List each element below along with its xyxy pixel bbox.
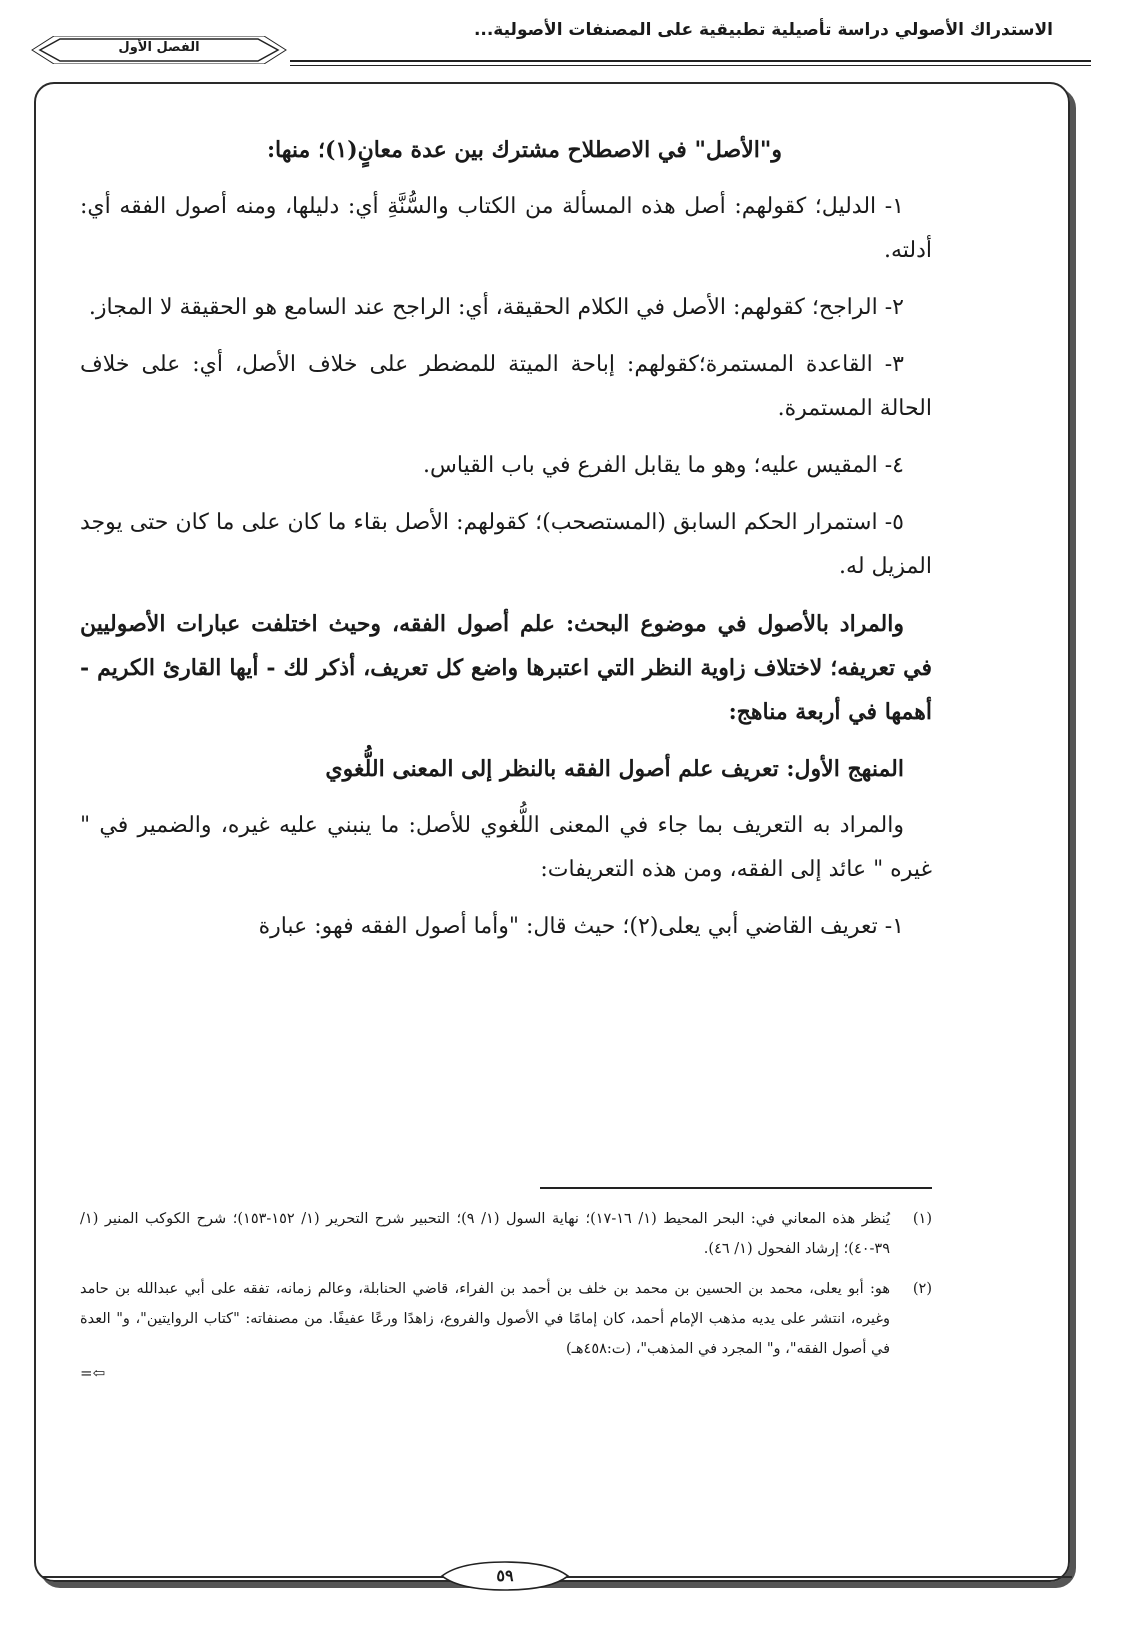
footnote-2 <box>80 1274 932 1382</box>
chapter-tab <box>30 36 288 64</box>
method-paragraph: والمراد به التعريف بما جاء في المعنى اللُّغوي للأصل: ما ينبني عليه غيره، والضمير في " غيره " عائد إلى الفقه، ومن هذه التعريفات: <box>80 813 932 882</box>
intro-paragraph: و"الأصل" في الاصطلاح مشترك بين عدة معانٍ(١)؛ منها: <box>266 137 782 163</box>
page-number: ٥٩ <box>496 1566 514 1585</box>
running-header-title: الاستدراك الأصولي دراسة تأصيلية تطبيقية على المصنفات الأصولية... <box>473 20 1053 40</box>
definition-item-4: ٤- المقيس عليه؛ وهو ما يقابل الفرع في باب القياس. <box>423 453 904 478</box>
page-number-badge <box>440 1561 570 1591</box>
definition-abu-yala: ١- تعريف القاضي أبي يعلى(٢)؛ حيث قال: "وأما أصول الفقه فهو: عبارة <box>258 914 904 939</box>
header-rule <box>290 60 1091 62</box>
footnote-number: (١) <box>912 1211 932 1227</box>
footnote-text: يُنظر هذه المعاني في: البحر المحيط (١/ ١٦-١٧)؛ نهاية السول (١/ ٩)؛ التحبير شرح التحرير (١/ ١٥٢-١٥٣)؛ شرح الكوكب المنير (١/ ٣٩-٤٠)؛ إرشاد الفحول (١/ ٤٦). <box>80 1211 891 1257</box>
footnotes <box>80 1204 932 1392</box>
purpose-paragraph: والمراد بالأصول في موضوع البحث: علم أصول الفقه، وحيث اختلفت عبارات الأصوليين في تعريفه؛ لاختلاف زاوية النظر التي اعتبرها واضع كل تعريف، أذكر لك - أيها القارئ الكريم - أهمها في أربعة مناهج: <box>80 611 932 725</box>
definition-item-2: ٢- الراجح؛ كقولهم: الأصل في الكلام الحقيقة، أي: الراجح عند السامع هو الحقيقة لا المجاز. <box>88 295 904 320</box>
definition-item-5: ٥- استمرار الحكم السابق (المستصحب)؛ كقولهم: الأصل بقاء ما كان على ما كان حتى يوجد المزيل له. <box>80 510 932 579</box>
footnote-separator <box>540 1187 932 1189</box>
footnote-text: هو: أبو يعلى، محمد بن الحسين بن محمد بن خلف بن أحمد بن الفراء، قاضي الحنابلة، وعالم زمانه، تفقه على أبي عبدالله بن حامد وغيره، انتشر على يديه مذهب الإمام أحمد، كان إمامًا في الأصول والفروع، زاهدًا ورعًا عفيفًا. من مصنفاته: "كتاب الروايتين"، و" العدة في أصول الفقه"، و" المجرد في المذهب"، (ت:٤٥٨هـ) <box>80 1281 890 1357</box>
definition-item-3: ٣- القاعدة المستمرة؛كقولهم: إباحة الميتة للمضطر على خلاف الأصل، أي: على خلاف الحالة المستمرة. <box>80 352 932 421</box>
continuation-arrow-icon: =⇦ <box>80 1364 106 1382</box>
header-rule-thin <box>290 65 1091 66</box>
definition-item-1: ١- الدليل؛ كقولهم: أصل هذه المسألة من الكتاب والسُّنَّةِ أي: دليلها، ومنه أصول الفقه أي: أدلته. <box>80 194 932 263</box>
main-text <box>80 128 932 962</box>
footnote-number: (٢) <box>912 1281 932 1297</box>
section-heading: المنهج الأول: تعريف علم أصول الفقه بالنظر إلى المعنى اللُّغوي <box>325 756 904 782</box>
footnote-1 <box>80 1204 932 1264</box>
chapter-label: الفصل الأول <box>118 40 200 55</box>
